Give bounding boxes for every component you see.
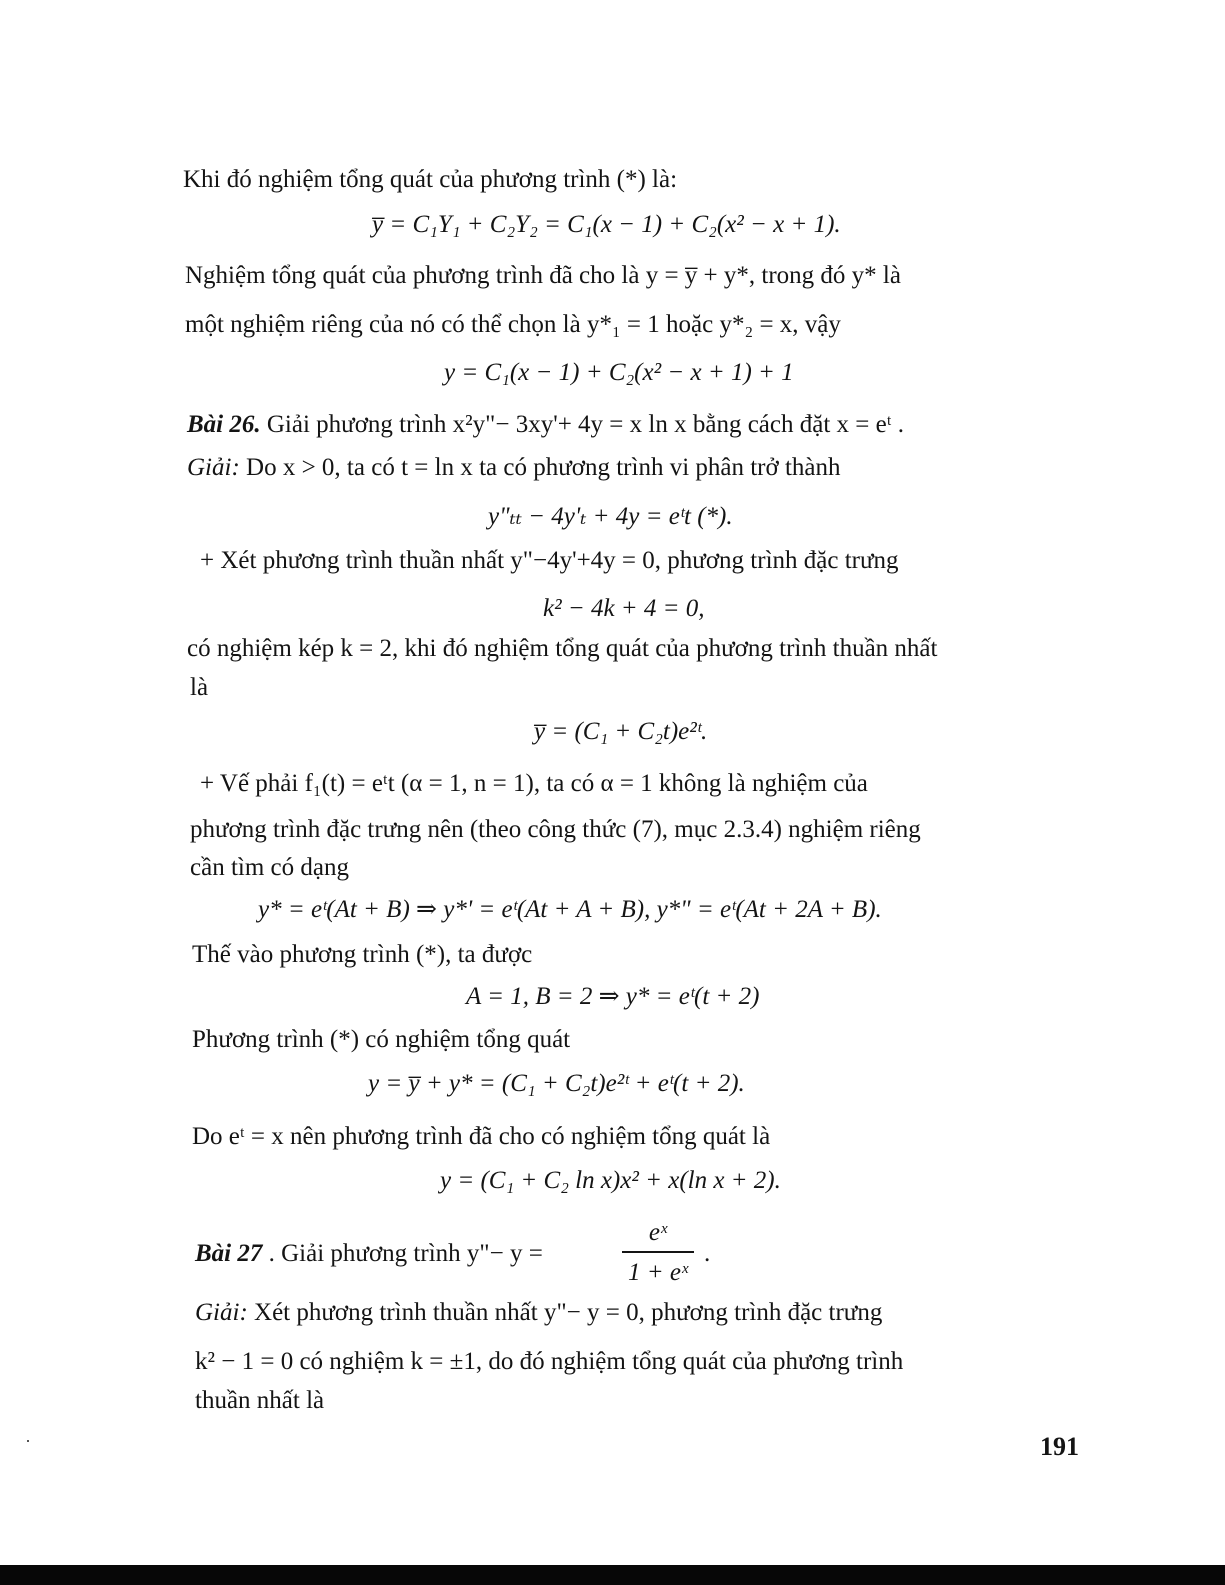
solution-line (195, 1298, 882, 1328)
text-line: + Xét phương trình thuần nhất y"−4y'+4y = 0, phương trình đặc trưng (200, 547, 899, 574)
solution-text: Xét phương trình thuần nhất y"− y = 0, phương trình đặc trưng (247, 1299, 883, 1326)
text-line: có nghiệm kép k = 2, khi đó nghiệm tổng quát của phương trình thuần nhất (187, 635, 938, 662)
equation: y̅ = C₁Y₁ + C₂Y₂ = C₁(x − 1) + C₂(x² − x + 1). (372, 211, 841, 238)
text-line: cần tìm có dạng (190, 854, 349, 881)
text-line: + Vế phải f₁(t) = eᵗt (α = 1, n = 1), ta có α = 1 không là nghiệm của (200, 770, 868, 797)
text-line: một nghiệm riêng của nó có thể chọn là y*₁ = 1 hoặc y*₂ = x, vậy (185, 311, 841, 338)
exercise-statement: Giải phương trình x²y"− 3xy'+ 4y = x ln x bằng cách đặt x = eᵗ . (260, 411, 905, 438)
fraction-bar (622, 1251, 694, 1253)
text-line: Nghiệm tổng quát của phương trình đã cho là y = y̅ + y*, trong đó y* là (185, 262, 901, 289)
scan-edge (0, 1565, 1225, 1585)
equation: y = C₁(x − 1) + C₂(x² − x + 1) + 1 (444, 359, 794, 386)
exercise-27-line (195, 1239, 543, 1269)
exercise-statement: . Giải phương trình y"− y = (262, 1240, 543, 1267)
equation: y = (C₁ + C₂ ln x)x² + x(ln x + 2). (440, 1167, 781, 1194)
equation: y"ₜₜ − 4y'ₜ + 4y = eᵗt (*). (488, 503, 733, 530)
text-line: Do eᵗ = x nên phương trình đã cho có nghiệm tổng quát là (192, 1123, 771, 1150)
text-line: Khi đó nghiệm tổng quát của phương trình (*) là: (183, 166, 678, 193)
scan-speck (27, 1440, 29, 1442)
exercise-26-line (187, 410, 904, 440)
text-line: phương trình đặc trưng nên (theo công thức (7), mục 2.3.4) nghiệm riêng (190, 816, 921, 843)
text-line: thuần nhất là (195, 1387, 325, 1414)
solution-text: Do x > 0, ta có t = ln x ta có phương trình vi phân trở thành (239, 454, 841, 481)
period: . (704, 1240, 711, 1267)
solution-label: Giải: (187, 454, 240, 481)
solution-line (187, 453, 841, 483)
equation: k² − 4k + 4 = 0, (543, 595, 705, 622)
fraction-numerator: eˣ (648, 1219, 668, 1246)
exercise-label: Bài 27 (195, 1240, 263, 1267)
exercise-label: Bài 26. (187, 411, 261, 438)
text-line: k² − 1 = 0 có nghiệm k = ±1, do đó nghiệm tổng quát của phương trình (195, 1348, 904, 1375)
equation: y* = eᵗ(At + B) ⇒ y*' = eᵗ(At + A + B), y*" = eᵗ(At + 2A + B). (258, 896, 882, 923)
equation: y = y̅ + y* = (C₁ + C₂t)e²ᵗ + eᵗ(t + 2). (368, 1070, 745, 1097)
equation: y̅ = (C₁ + C₂t)e²ᵗ. (534, 718, 708, 745)
text-line: Thế vào phương trình (*), ta được (192, 941, 533, 968)
equation: A = 1, B = 2 ⇒ y* = eᵗ(t + 2) (466, 983, 760, 1010)
solution-label: Giải: (195, 1299, 248, 1326)
text-line: Phương trình (*) có nghiệm tổng quát (192, 1026, 571, 1053)
fraction-denominator: 1 + eˣ (627, 1259, 689, 1286)
page-number: 191 (1040, 1432, 1079, 1461)
text-line: là (190, 674, 209, 701)
